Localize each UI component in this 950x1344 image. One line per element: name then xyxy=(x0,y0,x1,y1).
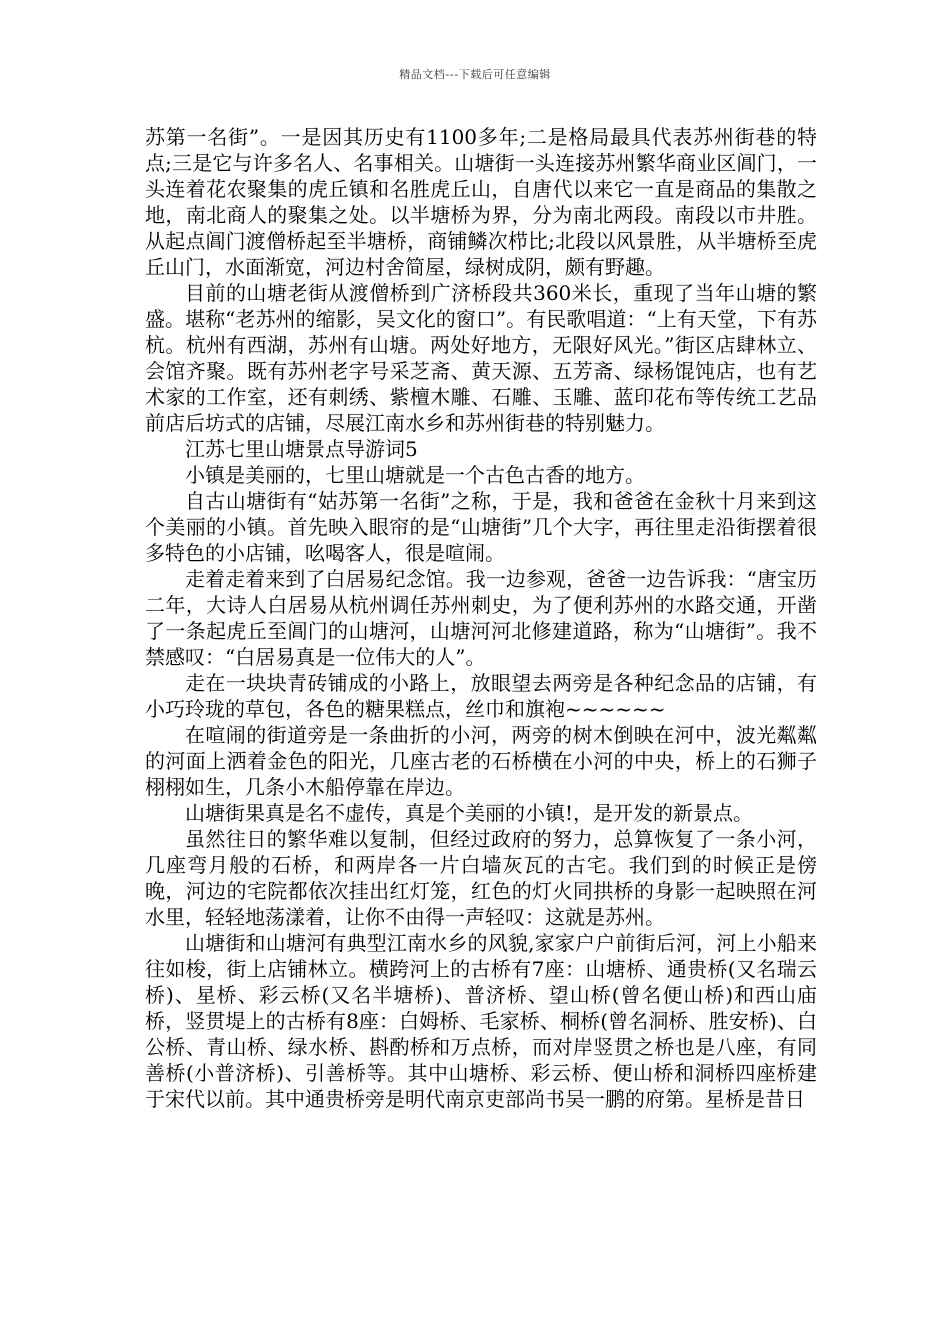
paragraph: 山塘街果真是名不虚传，真是个美丽的小镇!，是开发的新景点。 xyxy=(185,801,754,825)
paragraph: 自古山塘街有“姑苏第一名街”之称，于是，我和爸爸在金秋十月来到这个美丽的小镇。首先映入眼帘的是“山塘街”几个大字，再往里走沿街摆着很多特色的小店铺，吆喝客人，很是喧闹。 xyxy=(145,489,817,565)
paragraph: 虽然往日的繁华难以复制，但经过政府的努力，总算恢复了一条小河，几座弯月般的石桥，和两岸各一片白墙灰瓦的古宅。我们到的时候正是傍晚，河边的宅院都依次挂出红灯笼，红色的灯火同拱桥的身影一起映照在河水里，轻轻地荡漾着，让你不由得一声轻叹：这就是苏州。 xyxy=(145,827,817,929)
paragraph: 山塘街和山塘河有典型江南水乡的风貌,家家户户前街后河，河上小船来往如梭，街上店铺林立。横跨河上的古桥有7座：山塘桥、通贵桥(又名瑞云桥)、星桥、彩云桥(又名半塘桥)、普济桥、望山桥(曾名便山桥)和西山庙桥，竖贯堤上的古桥有8座：白姆桥、毛家桥、桐桥(曾名洞桥、胜安桥)、白公桥、青山桥、绿水桥、斟酌桥和万点桥，而对岸竖贯之桥也是八座，有同善桥(小普济桥)、引善桥等。其中山塘桥、彩云桥、便山桥和洞桥四座桥建于宋代以前。其中通贵桥旁是明代南京吏部尚书吴一鹏的府第。星桥是昔日 xyxy=(145,931,817,1111)
paragraph: 小镇是美丽的，七里山塘就是一个古色古香的地方。 xyxy=(185,463,645,487)
paragraph: 在喧闹的街道旁是一条曲折的小河，两旁的树木倒映在河中，波光粼粼的河面上洒着金色的阳光，几座古老的石桥横在小河的中央，桥上的石狮子栩栩如生，几条小木船停靠在岸边。 xyxy=(145,723,817,799)
paragraph: 走在一块块青砖铺成的小路上，放眼望去两旁是各种纪念品的店铺，有小巧玲珑的草包，各色的糖果糕点，丝巾和旗袍~~~~~~ xyxy=(145,671,817,721)
document-body xyxy=(145,124,817,1112)
paragraph: 走着走着来到了白居易纪念馆。我一边参观，爸爸一边告诉我：“唐宝历二年，大诗人白居易从杭州调任苏州刺史，为了便利苏州的水路交通，开凿了一条起虎丘至阊门的山塘河，山塘河河北修建道路，称为“山塘街”。我不禁感叹：“白居易真是一位伟大的人”。 xyxy=(145,567,817,669)
paragraph: 目前的山塘老街从渡僧桥到广济桥段共360米长，重现了当年山塘的繁盛。堪称“老苏州的缩影，吴文化的窗口”。有民歌唱道：“上有天堂，下有苏杭。杭州有西湖，苏州有山塘。两处好地方，无限好风光。”街区店肆林立、会馆齐聚。既有苏州老字号采芝斋、黄天源、五芳斋、绿杨馄饨店，也有艺术家的工作室，还有刺绣、紫檀木雕、石雕、玉雕、蓝印花布等传统工艺品前店后坊式的店铺，尽展江南水乡和苏州街巷的特别魅力。 xyxy=(145,281,817,435)
page-header: 精品文档---下载后可任意编辑 xyxy=(399,68,551,81)
section-heading: 江苏七里山塘景点导游词5 xyxy=(185,437,418,461)
paragraph: 苏第一名街”。一是因其历史有1100多年;二是格局最具代表苏州街巷的特点;三是它与许多名人、名事相关。山塘街一头连接苏州繁华商业区阊门，一头连着花农聚集的虎丘镇和名胜虎丘山，自唐代以来它一直是商品的集散之地，南北商人的聚集之处。以半塘桥为界，分为南北两段。南段以市井胜。从起点阊门渡僧桥起至半塘桥，商铺鳞次栉比;北段以风景胜，从半塘桥至虎丘山门，水面渐宽，河边村舍简屋，绿树成阴，颇有野趣。 xyxy=(145,125,817,279)
